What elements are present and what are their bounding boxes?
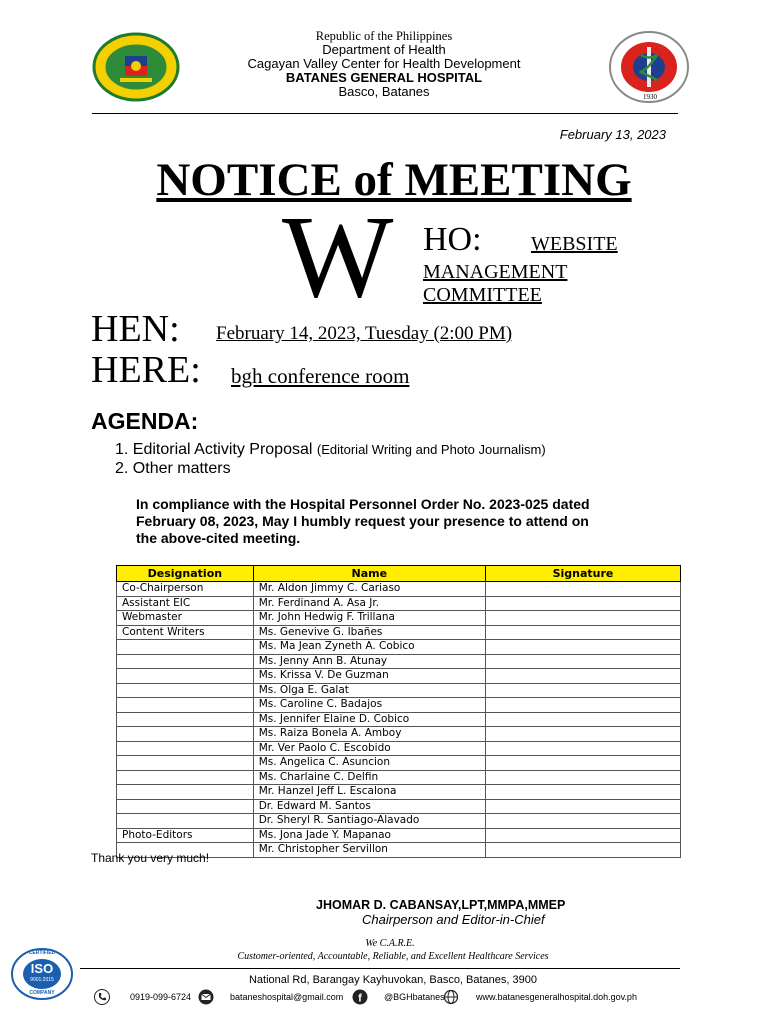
footer-motto-description: Customer-oriented, Accountable, Reliable, and Excellent Healthcare Services: [237, 951, 549, 962]
cell-signature[interactable]: [485, 814, 680, 829]
cell-name: Dr. Edward M. Santos: [253, 799, 485, 814]
column-header-designation: Designation: [117, 566, 254, 582]
agenda-item-note: (Editorial Writing and Photo Journalism): [316, 442, 546, 457]
cell-designation: Photo-Editors: [117, 828, 254, 843]
footer-address: National Rd, Barangay Kayhuvokan, Basco, Batanes, 3900: [248, 974, 538, 986]
cell-signature[interactable]: [485, 770, 680, 785]
iso-main-text: ISO: [30, 961, 54, 976]
footer-website[interactable]: www.batanesgeneralhospital.doh.gov.ph: [476, 992, 637, 1002]
table-row: [117, 625, 681, 640]
signatory-title: Chairperson and Editor-in-Chief: [362, 912, 545, 927]
table-row: [117, 799, 681, 814]
table-row: [117, 698, 681, 713]
cell-signature[interactable]: [485, 654, 680, 669]
globe-icon: [443, 989, 459, 1005]
page-title: NOTICE of MEETING: [156, 154, 632, 206]
cell-signature[interactable]: [485, 843, 680, 858]
table-row: [117, 756, 681, 771]
who-label: HO:: [423, 221, 482, 258]
agenda-item-number: 2.: [115, 460, 129, 477]
table-row: [117, 828, 681, 843]
iso-standard-text: 9001:2015: [30, 977, 54, 983]
cell-designation: [117, 814, 254, 829]
cell-signature[interactable]: [485, 727, 680, 742]
attendance-table: [116, 565, 681, 858]
cell-designation: Content Writers: [117, 625, 254, 640]
table-row: [117, 582, 681, 597]
phone-icon: [94, 989, 110, 1005]
agenda-item-1: [115, 440, 546, 459]
signatory-name: JHOMAR D. CABANSAY,LPT,MMPA,MMEP: [316, 898, 566, 912]
table-row: [117, 640, 681, 655]
column-header-name: Name: [253, 566, 485, 582]
cell-signature[interactable]: [485, 712, 680, 727]
cell-name: Ms. Raiza Bonela A. Amboy: [253, 727, 485, 742]
facebook-icon: [352, 989, 368, 1005]
when-label: HEN:: [91, 308, 180, 350]
agenda-heading: AGENDA:: [91, 408, 199, 434]
cell-designation: [117, 712, 254, 727]
cell-designation: [117, 654, 254, 669]
thank-you-note: Thank you very much!: [91, 851, 210, 865]
cell-name: Ms. Genevive G. Ibañes: [253, 625, 485, 640]
footer-divider: [80, 968, 680, 969]
footer-email[interactable]: bataneshospital@gmail.com: [230, 992, 344, 1002]
cell-signature[interactable]: [485, 669, 680, 684]
cell-name: Mr. Aldon Jimmy C. Cariaso: [253, 582, 485, 597]
header-republic: Republic of the Philippines: [315, 29, 453, 43]
cell-designation: [117, 640, 254, 655]
cell-designation: Webmaster: [117, 611, 254, 626]
iso-top-text: CERTIFIED: [28, 950, 56, 956]
cell-signature[interactable]: [485, 611, 680, 626]
cell-designation: [117, 727, 254, 742]
cell-name: Dr. Sheryl R. Santiago-Alavado: [253, 814, 485, 829]
who-value-line3: COMMITTEE: [423, 284, 542, 306]
when-value: February 14, 2023, Tuesday (2:00 PM): [216, 323, 513, 344]
table-row: [117, 770, 681, 785]
cell-name: Mr. Ver Paolo C. Escobido: [253, 741, 485, 756]
table-row: [117, 683, 681, 698]
cell-name: Mr. Hanzel Jeff L. Escalona: [253, 785, 485, 800]
cell-signature[interactable]: [485, 828, 680, 843]
email-icon: [198, 989, 214, 1005]
bgh-seal-year: 1930: [643, 93, 657, 101]
cell-signature[interactable]: [485, 785, 680, 800]
column-header-signature: Signature: [485, 566, 680, 582]
cell-name: Ms. Krissa V. De Guzman: [253, 669, 485, 684]
cell-designation: [117, 785, 254, 800]
agenda-item-number: 1.: [115, 441, 129, 458]
header-hospital: BATANES GENERAL HOSPITAL: [285, 70, 483, 85]
svg-text:f: f: [358, 992, 362, 1005]
cell-signature[interactable]: [485, 683, 680, 698]
table-row: [117, 727, 681, 742]
cell-signature[interactable]: [485, 625, 680, 640]
who-value-line2: MANAGEMENT: [423, 261, 568, 283]
header-center: Cagayan Valley Center for Health Development: [247, 56, 521, 71]
cell-designation: [117, 770, 254, 785]
notice-date: February 13, 2023: [559, 127, 666, 142]
agenda-item-2: [115, 459, 231, 478]
cell-name: Ms. Caroline C. Badajos: [253, 698, 485, 713]
cell-name: Mr. Christopher Servillon: [253, 843, 485, 858]
table-row: [117, 669, 681, 684]
cell-designation: [117, 669, 254, 684]
where-value: bgh conference room: [231, 364, 410, 388]
table-row: [117, 654, 681, 669]
who-value-line1: WEBSITE: [531, 233, 618, 255]
table-header-row: [117, 566, 681, 582]
footer-motto: We C.A.R.E.: [365, 938, 415, 949]
table-row: [117, 596, 681, 611]
where-label: HERE:: [91, 349, 201, 391]
cell-designation: Assistant EIC: [117, 596, 254, 611]
cell-signature[interactable]: [485, 756, 680, 771]
footer-phone: 0919-099-6724: [130, 992, 192, 1002]
agenda-item-text: Other matters: [132, 460, 231, 477]
cell-signature[interactable]: [485, 596, 680, 611]
compliance-line-2: February 08, 2023, May I humbly request your presence to attend on: [136, 513, 589, 529]
table-row: [117, 741, 681, 756]
cell-name: Ms. Angelica C. Asuncion: [253, 756, 485, 771]
cell-signature[interactable]: [485, 741, 680, 756]
table-row: [117, 814, 681, 829]
footer-facebook[interactable]: @BGHbatanes: [384, 992, 445, 1002]
cell-designation: [117, 799, 254, 814]
cell-designation: [117, 698, 254, 713]
table-row: [117, 785, 681, 800]
cell-name: Ms. Ma Jean Zyneth A. Cobico: [253, 640, 485, 655]
who-drop-cap: W: [282, 191, 394, 322]
agenda-item-text: Editorial Activity Proposal: [132, 441, 313, 458]
iso-bottom-text: COMPANY: [29, 990, 55, 996]
cell-name: Ms. Jenny Ann B. Atunay: [253, 654, 485, 669]
cell-signature[interactable]: [485, 582, 680, 597]
table-row: [117, 712, 681, 727]
cell-signature[interactable]: [485, 698, 680, 713]
cell-name: Ms. Jennifer Elaine D. Cobico: [253, 712, 485, 727]
cell-name: Mr. Ferdinand A. Asa Jr.: [253, 596, 485, 611]
cell-designation: [117, 741, 254, 756]
cell-designation: [117, 756, 254, 771]
cell-name: Ms. Jona Jade Y. Mapanao: [253, 828, 485, 843]
cell-name: Ms. Charlaine C. Delfin: [253, 770, 485, 785]
compliance-line-3: the above-cited meeting.: [136, 530, 301, 546]
header-divider: [92, 113, 678, 114]
cell-designation: [117, 683, 254, 698]
cell-name: Ms. Olga E. Galat: [253, 683, 485, 698]
cell-signature[interactable]: [485, 640, 680, 655]
cell-name: Mr. John Hedwig F. Trillana: [253, 611, 485, 626]
cell-designation: Co-Chairperson: [117, 582, 254, 597]
compliance-line-1: In compliance with the Hospital Personnel Order No. 2023-025 dated: [136, 496, 590, 512]
table-row: [117, 611, 681, 626]
cell-signature[interactable]: [485, 799, 680, 814]
header-location: Basco, Batanes: [338, 84, 430, 99]
header-department: Department of Health: [322, 42, 446, 57]
